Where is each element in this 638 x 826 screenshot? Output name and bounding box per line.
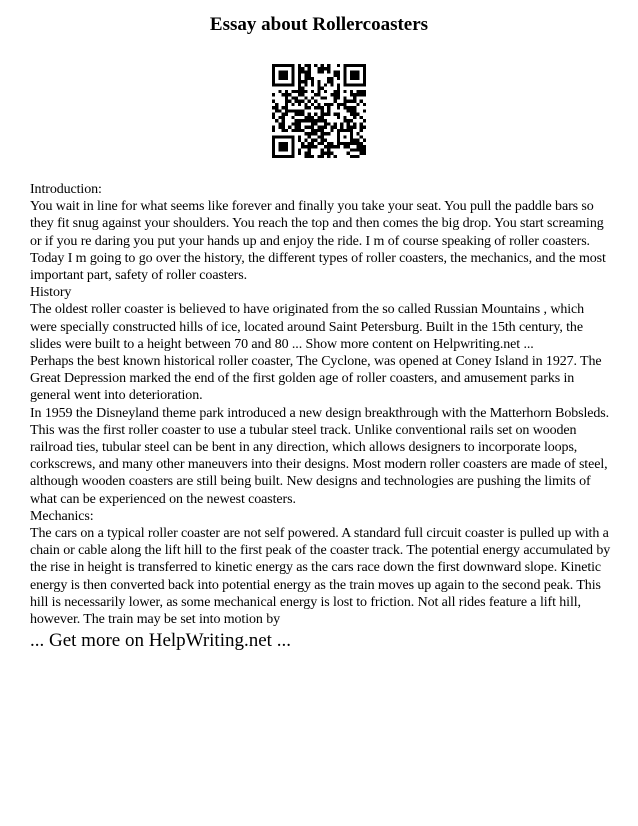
paragraph-introduction: You wait in line for what seems like forever and finally you take your seat. You pull the paddle bars so they fit snug against your shoulders. You reach the top and then comes the big drop. You start screaming or if you re daring you put your hands up and enjoy the ride. I m of course speaking of roller coasters. Today I m going to go over the history, the different types of roller coasters, the mechanics, and the most important part, safety of roller coasters. — [30, 199, 606, 284]
paragraph-history-3: In 1959 the Disneyland theme park introduced a new design breakthrough with the Matterhorn Bobsleds. This was the first roller coaster to use a tubular steel track. Unlike conventional rails set on wooden railroad ties, tubular steel can be bent in any direction, which allows designers to incorporate loops, corkscrews, and many other maneuvers into their designs. Most modern roller coasters are made of steel, although wooden coasters are still being built. New designs and technologies are pushing the limits of what can be experienced on the newest coasters. — [30, 405, 610, 507]
section-heading-history: History — [30, 285, 72, 301]
section-heading-introduction: Introduction: — [30, 182, 102, 197]
paragraph-history-1: The oldest roller coaster is believed to have originated from the so called Russian Mountains , which were specially constructed hills of ice, located around Saint Petersburg. Built in the 15th century, the slides were built to a height between 70 and 80 ... Show more content on Helpwriting.net ... — [30, 302, 585, 352]
paragraph-history-2: Perhaps the best known historical roller coaster, The Cyclone, was opened at Coney Island in 1927. The Great Depression marked the end of the first golden age of roller coasters, and amusement parks in general went into deterioration. — [30, 354, 602, 404]
qr-code-icon — [272, 64, 366, 158]
helpwriting-link[interactable]: ... Get more on HelpWriting.net ... — [30, 630, 291, 651]
page-title: Essay about Rollercoasters — [209, 14, 429, 35]
section-heading-mechanics: Mechanics: — [30, 508, 94, 524]
essay-body — [30, 181, 612, 628]
paragraph-mechanics: The cars on a typical roller coaster are not self powered. A standard full circuit coaster is pulled up with a chain or cable along the lift hill to the first peak of the coaster track. The potential energy accumulated by the rise in height is transferred to kinetic energy as the cars race down the first downward slope. Kinetic energy is then converted back into potential energy as the train moves up again to the second peak. This hill is necessarily lower, as some mechanical energy is lost to friction. Not all rides feature a lift hill, however. The train may be set into motion by — [30, 526, 611, 628]
qr-code-graphic — [272, 64, 366, 158]
